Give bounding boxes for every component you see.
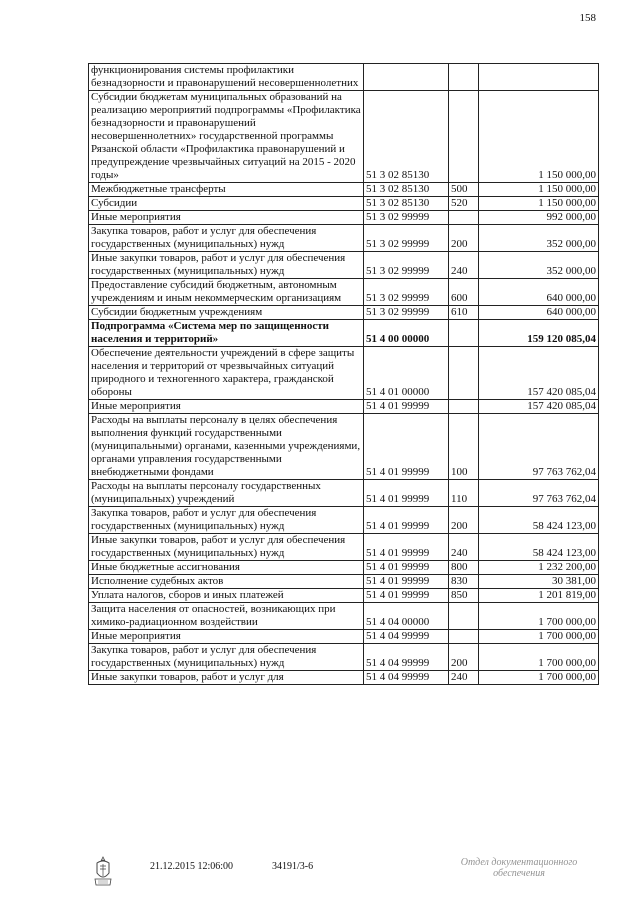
- row-amount: 1 700 000,00: [479, 671, 599, 685]
- row-expense-type: 830: [449, 575, 479, 589]
- row-amount: 1 700 000,00: [479, 644, 599, 671]
- table-row: [89, 211, 599, 225]
- table-row: [89, 64, 599, 91]
- row-code: 51 4 01 99999: [364, 561, 449, 575]
- row-code: 51 3 02 85130: [364, 197, 449, 211]
- table-row: [89, 414, 599, 480]
- footer-date: 21.12.2015 12:06:00: [150, 861, 234, 872]
- table-row: [89, 561, 599, 575]
- row-amount: 1 150 000,00: [479, 197, 599, 211]
- row-amount: 1 150 000,00: [479, 91, 599, 183]
- row-code: 51 4 01 99999: [364, 400, 449, 414]
- row-expense-type: [449, 64, 479, 91]
- row-name: Иные мероприятия: [89, 211, 364, 225]
- row-amount: 1 700 000,00: [479, 603, 599, 630]
- table-row: [89, 534, 599, 561]
- row-amount: 30 381,00: [479, 575, 599, 589]
- table-row: [89, 644, 599, 671]
- table-row: [89, 347, 599, 400]
- row-amount: 352 000,00: [479, 225, 599, 252]
- row-code: 51 4 01 99999: [364, 575, 449, 589]
- row-amount: 157 420 085,04: [479, 400, 599, 414]
- table-row: [89, 589, 599, 603]
- row-name: Иные закупки товаров, работ и услуг для: [89, 671, 364, 685]
- row-expense-type: 100: [449, 414, 479, 480]
- row-expense-type: 610: [449, 306, 479, 320]
- table-row: [89, 671, 599, 685]
- row-code: 51 4 01 99999: [364, 534, 449, 561]
- row-code: 51 4 01 99999: [364, 480, 449, 507]
- row-code: 51 4 04 99999: [364, 630, 449, 644]
- row-code: 51 4 01 99999: [364, 589, 449, 603]
- row-expense-type: [449, 211, 479, 225]
- row-code: 51 3 02 99999: [364, 211, 449, 225]
- row-expense-type: 850: [449, 589, 479, 603]
- table-row: [89, 91, 599, 183]
- row-code: 51 4 01 00000: [364, 347, 449, 400]
- row-expense-type: 600: [449, 279, 479, 306]
- row-name: Межбюджетные трансферты: [89, 183, 364, 197]
- row-code: 51 4 04 00000: [364, 603, 449, 630]
- budget-table: [88, 63, 599, 685]
- table-row: [89, 306, 599, 320]
- table-row: [89, 400, 599, 414]
- row-expense-type: 110: [449, 480, 479, 507]
- table-body: [89, 64, 599, 685]
- row-name: Расходы на выплаты персоналу государственных (муниципальных) учреждений: [89, 480, 364, 507]
- row-name: Субсидии бюджетным учреждениям: [89, 306, 364, 320]
- table-row: [89, 575, 599, 589]
- row-expense-type: 240: [449, 671, 479, 685]
- row-name: Субсидии бюджетам муниципальных образований на реализацию мероприятий подпрограммы «Профилактика безнадзорности и правонарушений несовершеннолетних» государственной программы Рязанской области «Профилактика правонарушений и предупреждение чрезвычайных ситуаций на 2015 - 2020 годы»: [89, 91, 364, 183]
- row-name: Подпрограмма «Система мер по защищенности населения и территорий»: [89, 320, 364, 347]
- row-code: 51 4 04 99999: [364, 671, 449, 685]
- row-code: [364, 64, 449, 91]
- row-name: Закупка товаров, работ и услуг для обеспечения государственных (муниципальных) нужд: [89, 225, 364, 252]
- row-name: Защита населения от опасностей, возникающих при химико-радиационном воздействии: [89, 603, 364, 630]
- table-row: [89, 279, 599, 306]
- row-expense-type: 240: [449, 252, 479, 279]
- row-amount: 159 120 085,04: [479, 320, 599, 347]
- stamp-line-1: Отдел документационного: [460, 857, 578, 868]
- row-expense-type: [449, 320, 479, 347]
- row-name: Иные закупки товаров, работ и услуг для обеспечения государственных (муниципальных) нужд: [89, 534, 364, 561]
- row-code: 51 3 02 85130: [364, 183, 449, 197]
- row-expense-type: [449, 347, 479, 400]
- row-amount: 992 000,00: [479, 211, 599, 225]
- row-name: Субсидии: [89, 197, 364, 211]
- row-name: Обеспечение деятельности учреждений в сфере защиты населения и территорий от чрезвычайных ситуаций природного и техногенного характера, гражданской обороны: [89, 347, 364, 400]
- row-amount: 1 150 000,00: [479, 183, 599, 197]
- row-name: Иные закупки товаров, работ и услуг для обеспечения государственных (муниципальных) нужд: [89, 252, 364, 279]
- row-name: функционирования системы профилактики безнадзорности и правонарушений несовершеннолетних: [89, 64, 364, 91]
- table-row: [89, 225, 599, 252]
- row-code: 51 3 02 99999: [364, 306, 449, 320]
- row-amount: 157 420 085,04: [479, 347, 599, 400]
- table-row: [89, 320, 599, 347]
- page-number: 158: [579, 12, 596, 24]
- row-code: 51 4 04 99999: [364, 644, 449, 671]
- row-code: 51 3 02 99999: [364, 279, 449, 306]
- row-expense-type: [449, 91, 479, 183]
- row-expense-type: 800: [449, 561, 479, 575]
- row-code: 51 4 00 00000: [364, 320, 449, 347]
- row-expense-type: 200: [449, 225, 479, 252]
- row-amount: 1 700 000,00: [479, 630, 599, 644]
- row-name: Иные бюджетные ассигнования: [89, 561, 364, 575]
- row-amount: 640 000,00: [479, 306, 599, 320]
- row-name: Иные мероприятия: [89, 630, 364, 644]
- row-code: 51 3 02 99999: [364, 252, 449, 279]
- page-footer: [0, 855, 640, 895]
- row-expense-type: [449, 400, 479, 414]
- row-name: Предоставление субсидий бюджетным, автономным учреждениям и иным некоммерческим организациям: [89, 279, 364, 306]
- table-row: [89, 630, 599, 644]
- row-code: 51 3 02 85130: [364, 91, 449, 183]
- row-name: Уплата налогов, сборов и иных платежей: [89, 589, 364, 603]
- table-row: [89, 183, 599, 197]
- table-row: [89, 197, 599, 211]
- row-amount: [479, 64, 599, 91]
- row-name: Иные мероприятия: [89, 400, 364, 414]
- row-code: 51 4 01 99999: [364, 414, 449, 480]
- department-stamp: [444, 857, 594, 879]
- row-expense-type: 520: [449, 197, 479, 211]
- table-row: [89, 507, 599, 534]
- row-expense-type: [449, 630, 479, 644]
- row-code: 51 3 02 99999: [364, 225, 449, 252]
- row-name: Исполнение судебных актов: [89, 575, 364, 589]
- table-row: [89, 252, 599, 279]
- row-amount: 58 424 123,00: [479, 534, 599, 561]
- table-row: [89, 480, 599, 507]
- footer-doc-number: 34191/3-6: [272, 861, 314, 872]
- row-amount: 58 424 123,00: [479, 507, 599, 534]
- row-amount: 97 763 762,04: [479, 414, 599, 480]
- row-expense-type: 240: [449, 534, 479, 561]
- row-name: Закупка товаров, работ и услуг для обеспечения государственных (муниципальных) нужд: [89, 644, 364, 671]
- row-amount: 1 201 819,00: [479, 589, 599, 603]
- stamp-line-2: обеспечения: [493, 868, 545, 879]
- row-name: Расходы на выплаты персоналу в целях обеспечения выполнения функций государственными (муниципальными) органами, казенными учреждениями, органами управления государственными внебюджетными фондами: [89, 414, 364, 480]
- row-amount: 640 000,00: [479, 279, 599, 306]
- coat-of-arms-icon: [92, 855, 114, 887]
- row-amount: 352 000,00: [479, 252, 599, 279]
- row-name: Закупка товаров, работ и услуг для обеспечения государственных (муниципальных) нужд: [89, 507, 364, 534]
- row-expense-type: 500: [449, 183, 479, 197]
- table-row: [89, 603, 599, 630]
- row-expense-type: [449, 603, 479, 630]
- row-amount: 97 763 762,04: [479, 480, 599, 507]
- row-expense-type: 200: [449, 507, 479, 534]
- row-amount: 1 232 200,00: [479, 561, 599, 575]
- row-code: 51 4 01 99999: [364, 507, 449, 534]
- row-expense-type: 200: [449, 644, 479, 671]
